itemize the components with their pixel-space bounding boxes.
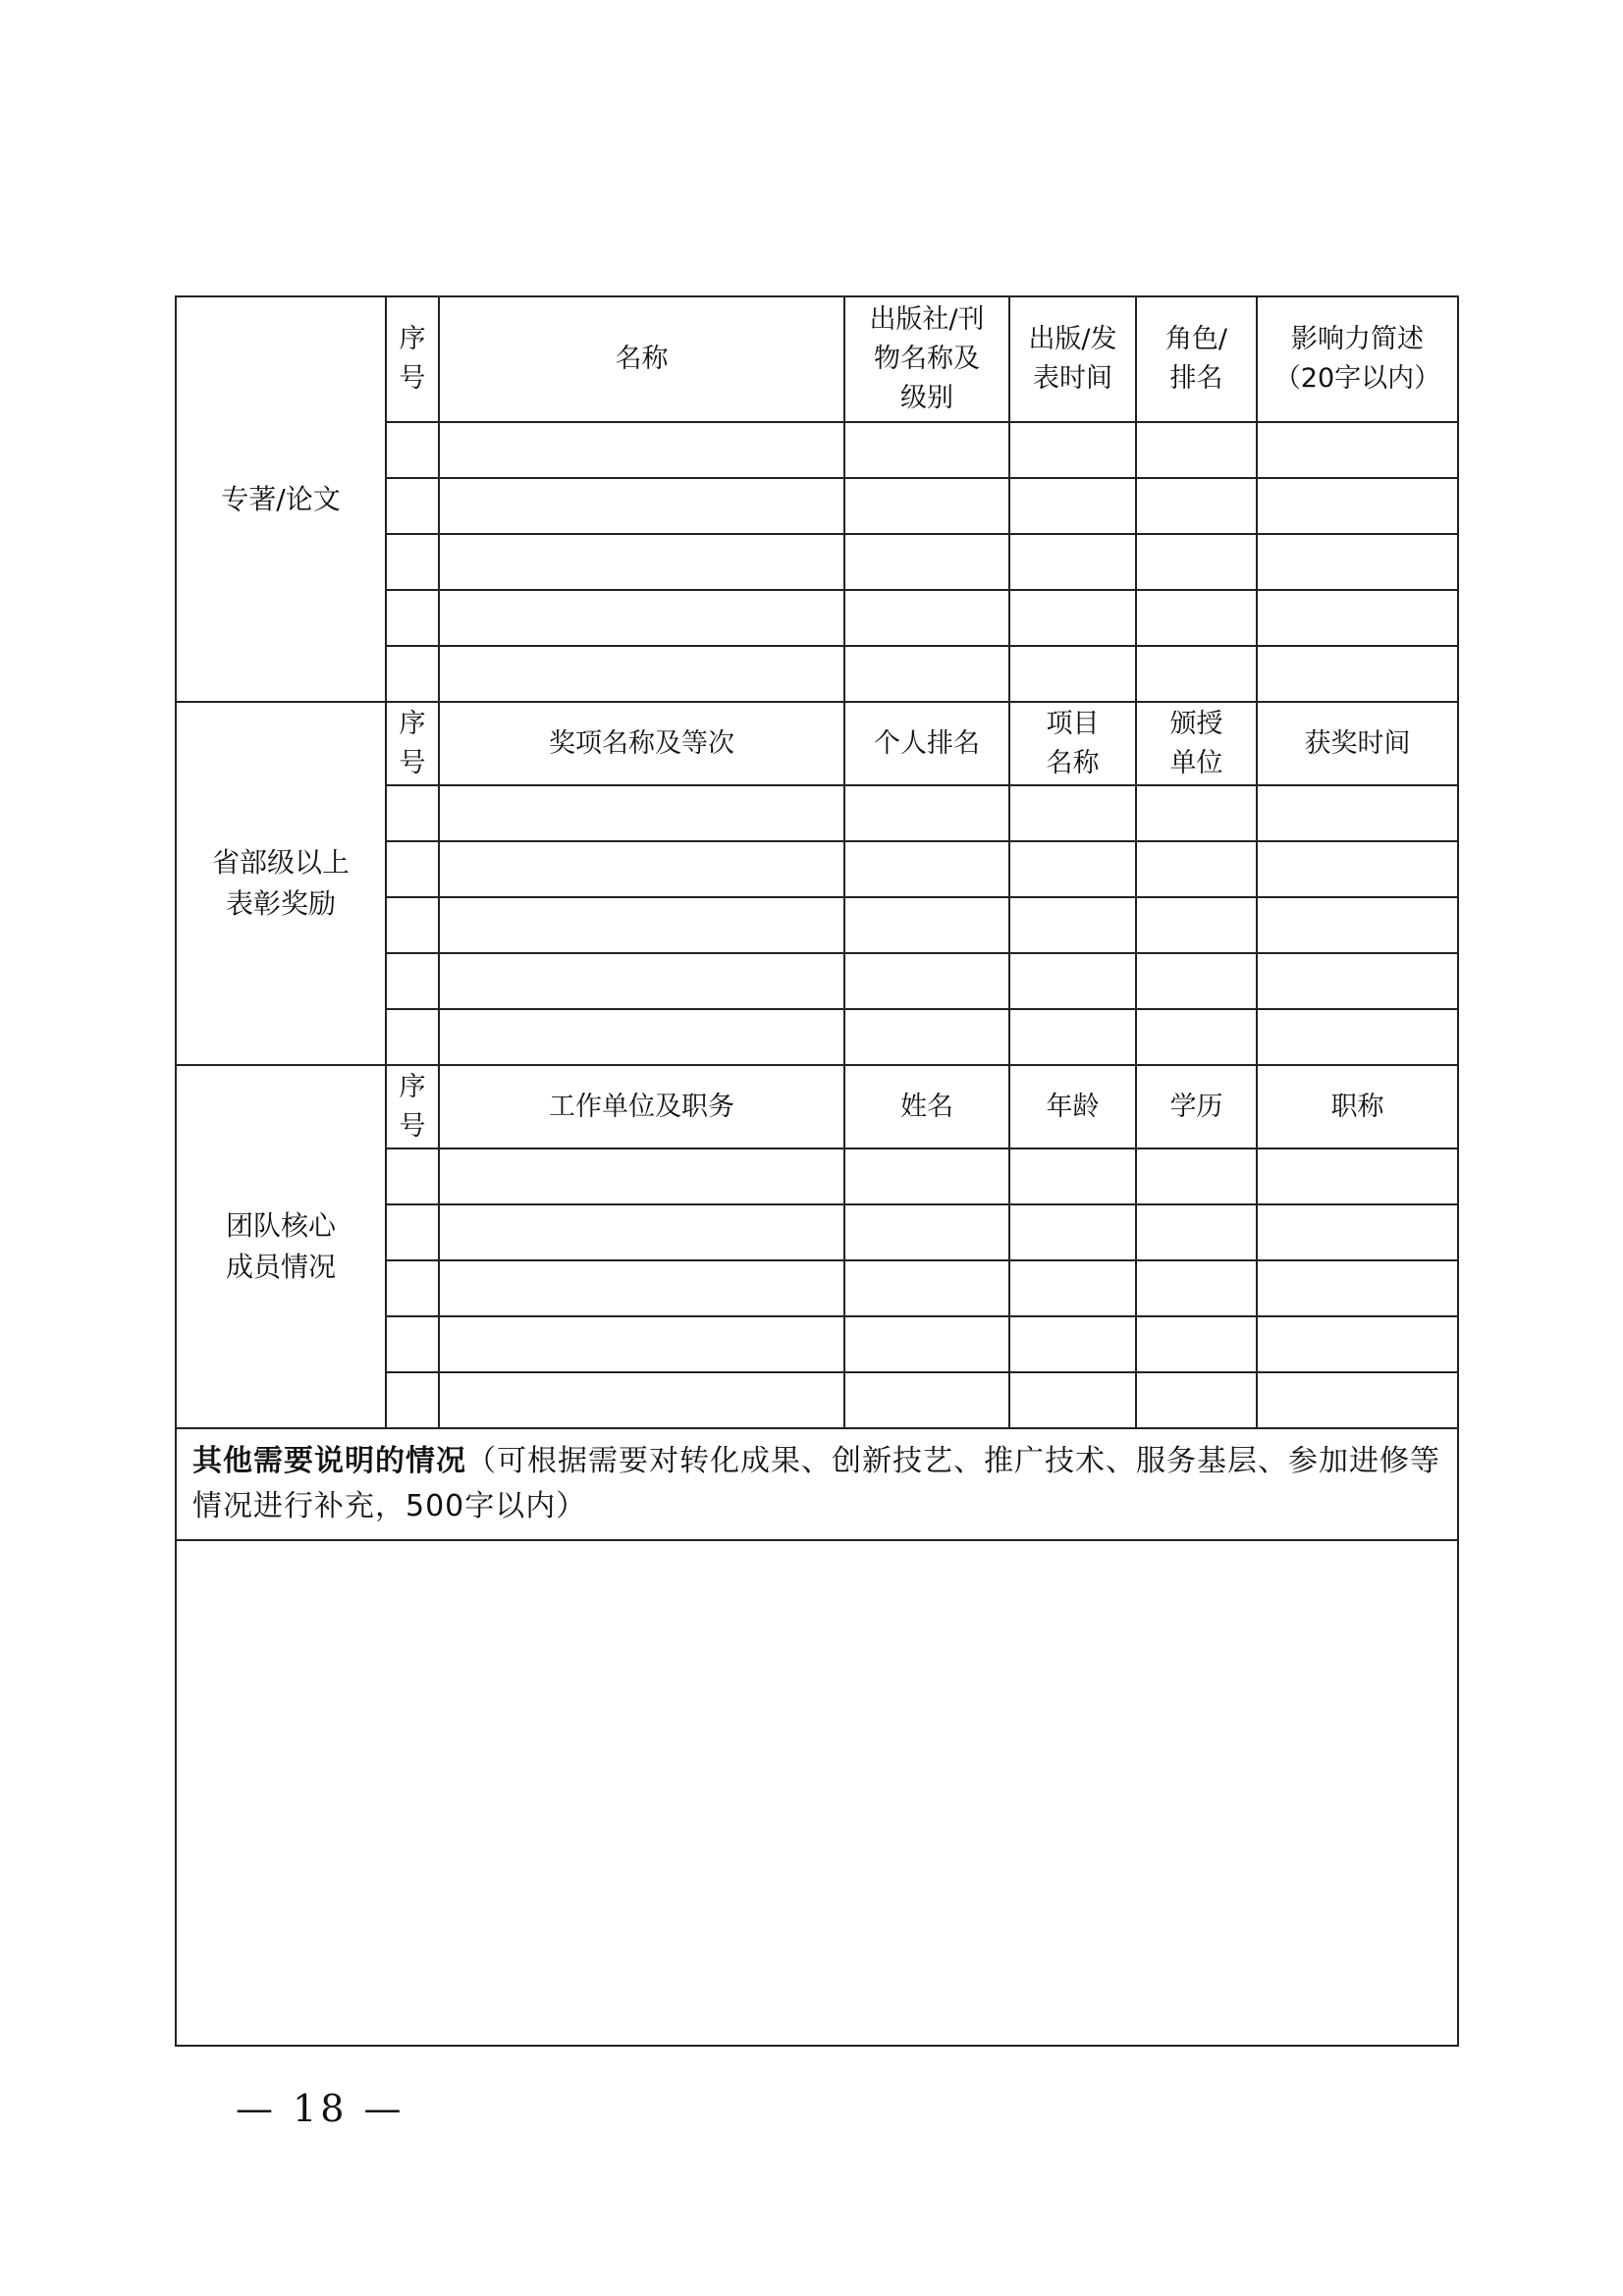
input-cell[interactable] bbox=[1136, 841, 1257, 897]
header-professional-title: 职称 bbox=[1257, 1065, 1458, 1148]
input-cell[interactable] bbox=[1257, 1372, 1458, 1428]
input-cell[interactable] bbox=[1136, 1148, 1257, 1204]
other-info-title: 其他需要说明的情况 bbox=[192, 1444, 466, 1478]
input-cell[interactable] bbox=[1136, 1316, 1257, 1372]
input-cell[interactable] bbox=[386, 646, 439, 702]
input-cell[interactable] bbox=[1257, 646, 1458, 702]
input-cell[interactable] bbox=[1257, 534, 1458, 590]
input-cell[interactable] bbox=[1136, 1204, 1257, 1260]
input-cell[interactable] bbox=[386, 1148, 439, 1204]
input-cell[interactable] bbox=[439, 1372, 844, 1428]
input-cell[interactable] bbox=[1136, 1260, 1257, 1316]
other-info-description: （可根据需要对转化成果、创新技艺、推广技术、服务基层、参加进修等情况进行补充，500字以内） bbox=[192, 1444, 1440, 1523]
input-cell[interactable] bbox=[386, 1316, 439, 1372]
input-cell[interactable] bbox=[386, 841, 439, 897]
input-cell[interactable] bbox=[844, 1372, 1009, 1428]
input-cell[interactable] bbox=[844, 1009, 1009, 1065]
input-cell[interactable] bbox=[386, 1372, 439, 1428]
input-cell[interactable] bbox=[439, 1009, 844, 1065]
header-education: 学历 bbox=[1136, 1065, 1257, 1148]
input-cell[interactable] bbox=[1257, 953, 1458, 1009]
input-cell[interactable] bbox=[844, 1204, 1009, 1260]
input-cell[interactable] bbox=[1257, 1260, 1458, 1316]
other-info-input-area[interactable] bbox=[176, 1540, 1458, 2046]
input-cell[interactable] bbox=[439, 897, 844, 953]
input-cell[interactable] bbox=[1257, 422, 1458, 478]
input-cell[interactable] bbox=[1009, 534, 1136, 590]
header-impact: 影响力简述（20字以内） bbox=[1257, 296, 1458, 422]
input-cell[interactable] bbox=[844, 534, 1009, 590]
input-cell[interactable] bbox=[1257, 590, 1458, 646]
input-cell[interactable] bbox=[844, 646, 1009, 702]
input-cell[interactable] bbox=[386, 422, 439, 478]
input-cell[interactable] bbox=[844, 422, 1009, 478]
input-cell[interactable] bbox=[386, 1260, 439, 1316]
input-cell[interactable] bbox=[386, 534, 439, 590]
input-cell[interactable] bbox=[1136, 646, 1257, 702]
input-cell[interactable] bbox=[1009, 897, 1136, 953]
page-number: — 18 — bbox=[236, 2087, 406, 2130]
header-name: 姓名 bbox=[844, 1065, 1009, 1148]
input-cell[interactable] bbox=[439, 1316, 844, 1372]
input-cell[interactable] bbox=[1257, 897, 1458, 953]
input-cell[interactable] bbox=[1136, 953, 1257, 1009]
header-serial: 序号 bbox=[386, 702, 439, 785]
input-cell[interactable] bbox=[439, 478, 844, 534]
header-publisher: 出版社/刊物名称及级别 bbox=[844, 296, 1009, 422]
input-cell[interactable] bbox=[439, 1260, 844, 1316]
input-cell[interactable] bbox=[1009, 478, 1136, 534]
input-cell[interactable] bbox=[844, 841, 1009, 897]
input-cell[interactable] bbox=[1257, 1009, 1458, 1065]
input-cell[interactable] bbox=[1257, 841, 1458, 897]
input-cell[interactable] bbox=[439, 785, 844, 841]
header-award-time: 获奖时间 bbox=[1257, 702, 1458, 785]
input-cell[interactable] bbox=[439, 841, 844, 897]
header-workplace: 工作单位及职务 bbox=[439, 1065, 844, 1148]
input-cell[interactable] bbox=[844, 1316, 1009, 1372]
input-cell[interactable] bbox=[1136, 785, 1257, 841]
input-cell[interactable] bbox=[386, 1009, 439, 1065]
application-form-table bbox=[175, 295, 1459, 2047]
input-cell[interactable] bbox=[1257, 1204, 1458, 1260]
input-cell[interactable] bbox=[439, 1204, 844, 1260]
header-personal-rank: 个人排名 bbox=[844, 702, 1009, 785]
input-cell[interactable] bbox=[1009, 841, 1136, 897]
input-cell[interactable] bbox=[1009, 646, 1136, 702]
input-cell[interactable] bbox=[1257, 785, 1458, 841]
input-cell[interactable] bbox=[844, 785, 1009, 841]
header-serial: 序号 bbox=[386, 1065, 439, 1148]
input-cell[interactable] bbox=[844, 1148, 1009, 1204]
input-cell[interactable] bbox=[386, 785, 439, 841]
input-cell[interactable] bbox=[386, 590, 439, 646]
input-cell[interactable] bbox=[439, 1148, 844, 1204]
input-cell[interactable] bbox=[1136, 422, 1257, 478]
input-cell[interactable] bbox=[386, 953, 439, 1009]
input-cell[interactable] bbox=[844, 590, 1009, 646]
input-cell[interactable] bbox=[439, 590, 844, 646]
input-cell[interactable] bbox=[1136, 534, 1257, 590]
input-cell[interactable] bbox=[1136, 897, 1257, 953]
input-cell[interactable] bbox=[439, 953, 844, 1009]
input-cell[interactable] bbox=[1009, 1372, 1136, 1428]
input-cell[interactable] bbox=[1009, 953, 1136, 1009]
input-cell[interactable] bbox=[844, 953, 1009, 1009]
input-cell[interactable] bbox=[386, 897, 439, 953]
input-cell[interactable] bbox=[1009, 1009, 1136, 1065]
header-award-name: 奖项名称及等次 bbox=[439, 702, 844, 785]
input-cell[interactable] bbox=[1009, 1204, 1136, 1260]
input-cell[interactable] bbox=[844, 478, 1009, 534]
input-cell[interactable] bbox=[844, 1260, 1009, 1316]
header-awarding-unit: 颁授单位 bbox=[1136, 702, 1257, 785]
input-cell[interactable] bbox=[1257, 478, 1458, 534]
input-cell[interactable] bbox=[1009, 1316, 1136, 1372]
input-cell[interactable] bbox=[1257, 1316, 1458, 1372]
section-monograph-label: 专著/论文 bbox=[176, 296, 386, 702]
input-cell[interactable] bbox=[386, 478, 439, 534]
input-cell[interactable] bbox=[439, 646, 844, 702]
section-awards-label: 省部级以上表彰奖励 bbox=[176, 702, 386, 1065]
input-cell[interactable] bbox=[1136, 1009, 1257, 1065]
header-serial: 序号 bbox=[386, 296, 439, 422]
input-cell[interactable] bbox=[1009, 785, 1136, 841]
input-cell[interactable] bbox=[439, 534, 844, 590]
input-cell[interactable] bbox=[1257, 1148, 1458, 1204]
header-publish-time: 出版/发表时间 bbox=[1009, 296, 1136, 422]
input-cell[interactable] bbox=[1009, 590, 1136, 646]
input-cell[interactable] bbox=[1136, 590, 1257, 646]
header-title: 名称 bbox=[439, 296, 844, 422]
header-role-rank: 角色/排名 bbox=[1136, 296, 1257, 422]
section-team-label: 团队核心成员情况 bbox=[176, 1065, 386, 1428]
header-age: 年龄 bbox=[1009, 1065, 1136, 1148]
input-cell[interactable] bbox=[439, 422, 844, 478]
input-cell[interactable] bbox=[386, 1204, 439, 1260]
input-cell[interactable] bbox=[1136, 478, 1257, 534]
input-cell[interactable] bbox=[1136, 1372, 1257, 1428]
input-cell[interactable] bbox=[1009, 422, 1136, 478]
input-cell[interactable] bbox=[1009, 1260, 1136, 1316]
input-cell[interactable] bbox=[844, 897, 1009, 953]
header-project-name: 项目名称 bbox=[1009, 702, 1136, 785]
input-cell[interactable] bbox=[1009, 1148, 1136, 1204]
other-info-header bbox=[176, 1428, 1458, 1540]
